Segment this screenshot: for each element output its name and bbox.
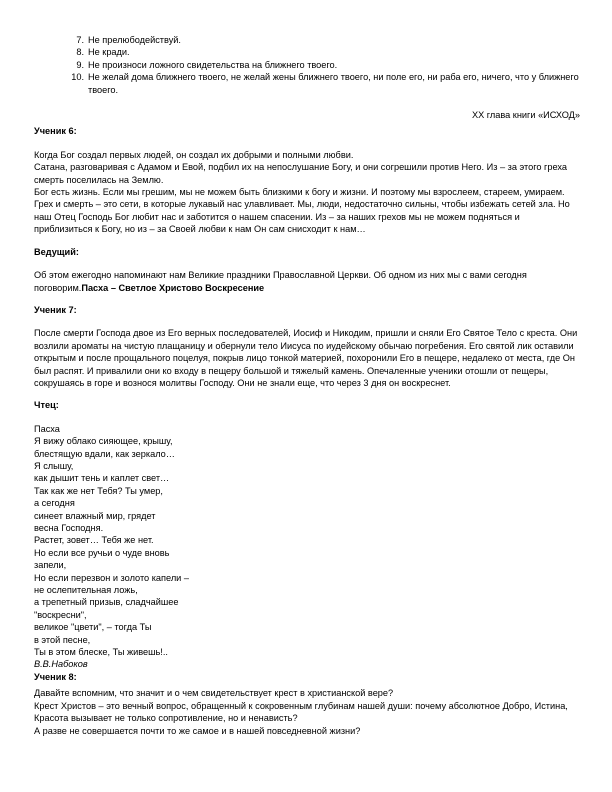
paragraph: Когда Бог создал первых людей, он создал их добрыми и полными любви. xyxy=(34,149,354,160)
poem-line: Растет, зовет… Тебя же нет. xyxy=(34,535,154,546)
student8-section xyxy=(34,671,580,737)
poem-author: В.В.Набоков xyxy=(34,659,88,670)
list-item xyxy=(71,71,580,96)
list-number: 9. xyxy=(76,59,84,70)
source-citation: XX глава книги «ИСХОД» xyxy=(471,110,580,121)
poem-line: не ослепительная ложь, xyxy=(34,585,138,596)
paragraph: А разве не совершается почти то же самое и в нашей повседневной жизни? xyxy=(34,725,361,736)
speaker-label: Ученик 8: xyxy=(34,671,77,682)
holiday-title: Пасха – Светлое Христово Воскресение xyxy=(81,282,265,293)
poem-line: "воскресни", xyxy=(34,609,87,620)
poem-line: а трепетный призыв, сладчайшее xyxy=(34,597,179,608)
paragraph: Крест Христов – это вечный вопрос, обращенный к сокровенным глубинам нашей души: почему абсолютное Добро, Истина, Красота вызывает не только сопротивление, но и ненависть? xyxy=(34,700,568,724)
poem-line: запели, xyxy=(34,560,67,571)
poem-line: Но если перезвон и золото капели – xyxy=(34,572,189,583)
list-item xyxy=(74,34,580,46)
list-item xyxy=(74,46,580,58)
speaker-label: Ведущий: xyxy=(34,246,79,257)
poem-line: великое "цвети", – тогда Ты xyxy=(34,622,152,633)
host-text: Об этом ежегодно напоминают нам Великие праздники Православной Церкви. Об одном из них мы с вами сегодня поговорим. xyxy=(34,270,527,293)
paragraph: Сатана, разговаривая с Адамом и Евой, подбил их на непослушание Богу, и они согрешили против Него. Из – за этого греха смерть поселилась на Землю. xyxy=(34,162,567,185)
poem-line: как дышит тень и каплет свет… xyxy=(34,473,170,484)
list-number: 8. xyxy=(76,47,84,58)
poem-line: в этой песне, xyxy=(34,634,91,645)
list-item xyxy=(74,59,580,71)
list-item-text: Не произноси ложного свидетельства на ближнего твоего. xyxy=(88,59,338,70)
commandments-list xyxy=(34,34,580,96)
list-number: 7. xyxy=(76,35,84,45)
poem-line: а сегодня xyxy=(34,498,75,509)
poem-line: весна Господня. xyxy=(34,523,104,533)
speaker-label: Чтец: xyxy=(34,400,59,411)
poem-line: Так как же нет Тебя? Ты умер, xyxy=(34,485,163,496)
student6-section xyxy=(34,125,580,235)
poem-line: Ты в этом блеске, Ты живешь!.. xyxy=(34,647,168,658)
poem-line: Я слышу, xyxy=(34,460,74,471)
host-section xyxy=(34,246,580,294)
document-page xyxy=(34,34,580,737)
student7-section xyxy=(34,304,580,389)
list-item-text: Не прелюбодействуй. xyxy=(88,35,181,45)
list-number: 10. xyxy=(71,72,84,83)
list-item-text: Не желай дома ближнего твоего, не желай жены ближнего твоего, ни поле его, ни раба его, ничего, что у ближнего твоего. xyxy=(88,72,579,95)
paragraph: Грех и смерть – это сети, в которые лукавый нас улавливает. Мы, люди, недостаточно сильны, чтобы избежать сетей зла. Но наш Отец Господь Бог любит нас и заботится о нашем спасении. Из – за наших грехов мы не можем подняться и приблизиться к Богу, но из – за Своей любви к нам Он сам снисходит к нам… xyxy=(34,199,570,235)
paragraph: Давайте вспомним, что значит и о чем свидетельствует крест в христианской вере? xyxy=(34,688,394,699)
poem-line: Но если все ручьи о чуде вновь xyxy=(34,547,170,558)
list-item-text: Не кради. xyxy=(88,47,130,58)
paragraph: Бог есть жизнь. Если мы грешим, мы не можем быть близкими к богу и жизни. И поэтому мы взрослеем, стареем, умираем. xyxy=(34,187,565,198)
poem xyxy=(34,423,580,671)
paragraph xyxy=(34,269,580,294)
speaker-label: Ученик 6: xyxy=(34,126,77,137)
poem-line: синеет влажный мир, грядет xyxy=(34,510,156,521)
speaker-label: Ученик 7: xyxy=(34,304,77,315)
reader-section xyxy=(34,399,580,671)
poem-line: Пасха xyxy=(34,423,60,434)
poem-line: Я вижу облако сияющее, крышу, xyxy=(34,436,173,447)
paragraph: После смерти Господа двое из Его верных последователей, Иосиф и Никодим, пришли и сняли Его Святое Тело с креста. Они возлили ароматы на чистую плащаницу и обернули тело Иисуса по иудейскому обычаю погребения. Его святой лик оставили открытым и после прощального поцелуя, покрыв лицо тонкой материей, похоронили Его в пещере, недалеко от места, где Он был распят. И привалили они ко входу в пещеру большой и тяжелый камень. Опечаленные ученики отошли от пещеры, сокрушаясь в горе и вознося молитвы Господу. Они не знали еще, что через 3 дня он воскреснет. xyxy=(34,328,578,388)
poem-line: блестящую вдали, как зеркало… xyxy=(34,448,175,459)
